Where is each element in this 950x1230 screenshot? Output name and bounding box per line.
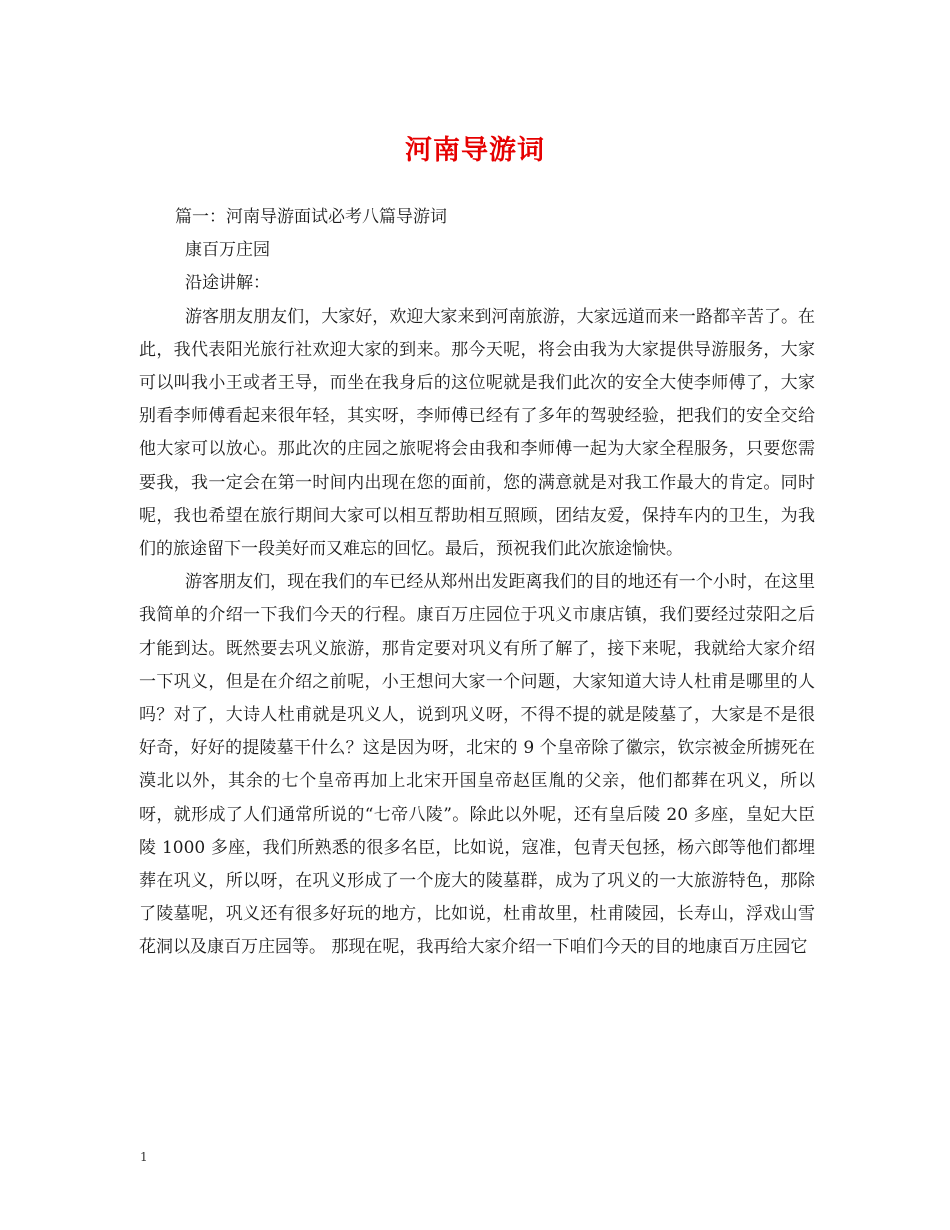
document-title: 河南导游词: [405, 135, 545, 166]
section-subheading: 沿途讲解：: [185, 273, 270, 294]
section-heading: 篇一：河南导游面试必考八篇导游词: [175, 207, 447, 227]
attraction-title: 康百万庄园: [185, 240, 270, 261]
paragraph-2: 游客朋友们，现在我们的车已经从郑州出发距离我们的目的地还有一个小时，在这里我简单的介绍一下我们今天的行程。康百万庄园位于巩义市康店镇，我们要经过荥阳之后才能到达。既然要去巩义旅游，那肯定要对巩义有所了解了，接下来呢，我就给大家介绍一下巩义，但是在介绍之前呢，小王想问大家一个问题，大家知道大诗人杜甫是哪里的人吗？对了，大诗人杜甫就是巩义人，说到巩义呀，不得不提的就是陵墓了，大家是不是很好奇，好好的提陵墓干什么？这是因为呀，北宋的 9 个皇帝除了徽宗，钦宗被金所掳死在漠北以外，其余的七个皇帝再加上北宋开国皇帝赵匡胤的父亲，他们都葬在巩义，所以呀，就形成了人们通常所说的“七帝八陵”。除此以外呢，还有皇后陵 20 多座，皇妃大臣陵 1000 多座，我们所熟悉的很多名臣，比如说，寇准，包青天包拯，杨六郎等他们都埋葬在巩义，所以呀，在巩义形成了一个庞大的陵墓群，成为了巩义的一大旅游特色，那除了陵墓呢，巩义还有很多好玩的地方，比如说，杜甫故里，杜甫陵园，长寿山，浮戏山雪花洞以及康百万庄园等。 那现在呢，我再给大家介绍一下咱们今天的目的地康百万庄园它: [139, 572, 815, 958]
page-number: 1: [140, 1150, 148, 1164]
document-body: [139, 201, 815, 965]
paragraph-1: 游客朋友朋友们，大家好，欢迎大家来到河南旅游，大家远道而来一路都辛苦了。在此，我代表阳光旅行社欢迎大家的到来。那今天呢，将会由我为大家提供导游服务，大家可以叫我小王或者王导，而坐在我身后的这位呢就是我们此次的安全大使李师傅了，大家别看李师傅看起来很年轻，其实呀，李师傅已经有了多年的驾驶经验，把我们的安全交给他大家可以放心。那此次的庄园之旅呢将会由我和李师傅一起为大家全程服务，只要您需要我，我一定会在第一时间内出现在您的面前，您的满意就是对我工作最大的肯定。同时呢，我也希望在旅行期间大家可以相互帮助相互照顾，团结友爱，保持车内的卫生，为我们的旅途留下一段美好而又难忘的回忆。最后，预祝我们此次旅途愉快。: [139, 306, 815, 560]
